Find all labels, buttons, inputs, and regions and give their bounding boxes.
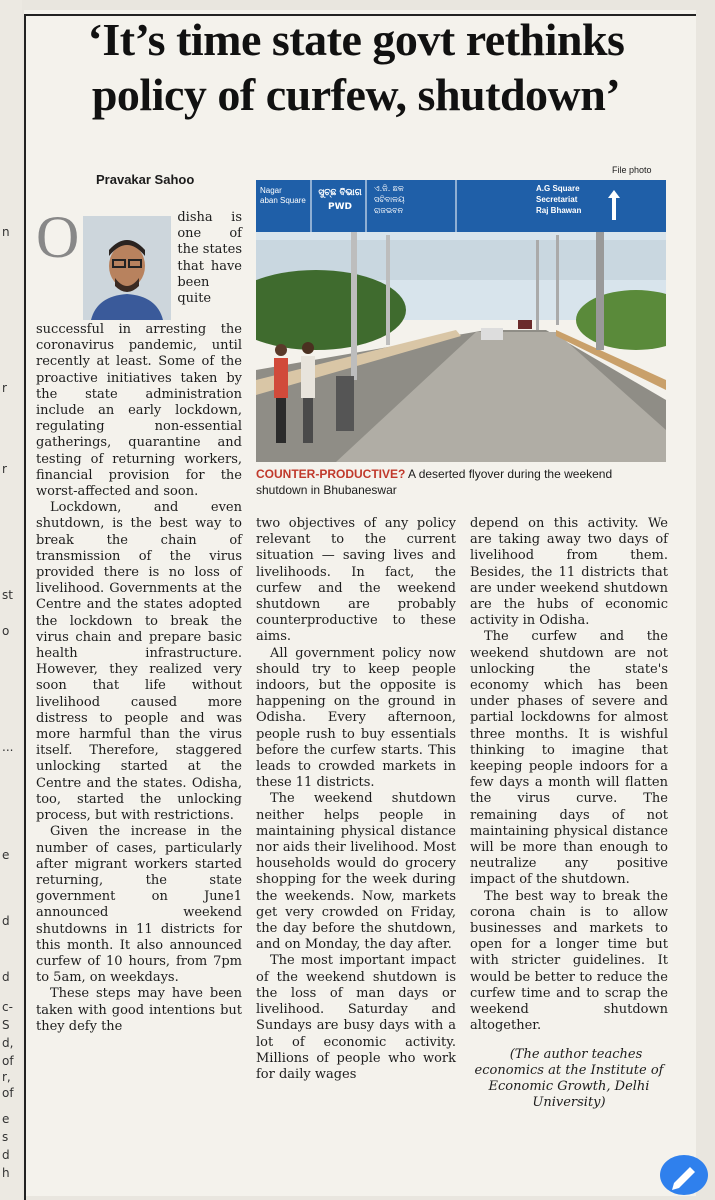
- paragraph: The curfew and the weekend shutdown are not unlocking the state's economy which has been under phases of severe and partial lockdowns for almost three months. It is wishful thinking to imagine that keeping people indoors for a few days a month will flatten the virus curve. The remaining days of not maintaining physical distance will be more than enough to neutralize any positive impact of the shutdown.: [470, 629, 668, 888]
- strip-char: c-: [2, 1000, 13, 1014]
- column-rule: [24, 14, 26, 1200]
- strip-char: r: [2, 381, 7, 395]
- paragraph: The weekend shutdown neither helps people in maintaining physical distance nor aids their livelihood. Most households would do grocery shopping for the week during the weekends. Now, markets get very crowded on Friday, the day before the shutdown, and on Monday, the day after.: [256, 791, 456, 953]
- paragraph: two objectives of any policy relevant to the current situation — saving lives and livelihoods. In fact, the curfew and the weekend shutdown are probably counterproductive to these aims.: [256, 516, 456, 645]
- headline: ‘It’s time state govt rethinks policy of curfew, shutdown’: [87, 14, 625, 120]
- author-note: (The author teaches economics at the Institute of Economic Growth, Delhi University): [474, 1046, 664, 1111]
- edit-pen-icon[interactable]: [660, 1155, 708, 1195]
- strip-char: o: [2, 624, 10, 638]
- sign-line: aban Square: [260, 196, 306, 205]
- photo-credit: File photo: [612, 165, 652, 175]
- paragraph: The most important impact of the weekend shutdown is the loss of man days or livelihood. Saturday and Sundays are busy days with a lot of economic activity. Millions of people who work for daily wages: [256, 953, 456, 1082]
- strip-char: r: [2, 462, 7, 476]
- sign-odia: [374, 183, 405, 216]
- paragraph: depend on this activity. We are taking away two days of livelihood from them. Besides, the 11 districts that are under weekend shutdown are the hubs of economic activity in Odisha.: [470, 516, 668, 629]
- strip-char: of: [2, 1054, 14, 1068]
- sign-line: ସୁଚ୍ଛ ବିଭାଗ: [318, 188, 362, 198]
- byline: Pravakar Sahoo: [96, 172, 195, 187]
- strip-char: h: [2, 1166, 10, 1180]
- paragraph: Given the increase in the number of cases, particularly after migrant workers started returning, the state government on June1 announced weekend shutdowns in 11 districts for this month. It also announced curfew of 10 hours, from 7pm to 5am, on weekdays.: [36, 824, 242, 986]
- column-1: [36, 204, 243, 1035]
- lead-paragraph: [36, 204, 243, 500]
- strip-char: d: [2, 970, 10, 984]
- strip-char: d,: [2, 1036, 14, 1050]
- sign-right: [536, 183, 581, 216]
- strip-char: S: [2, 1018, 10, 1032]
- sign-line: ସଚିବାଳୟ: [374, 195, 405, 204]
- sign-line: ରାଜଭବନ: [374, 206, 404, 215]
- strip-char: s: [2, 1130, 9, 1144]
- paragraph: These steps may have been taken with good intentions but they defy the: [36, 986, 242, 1034]
- caption-label: COUNTER-PRODUCTIVE?: [256, 467, 406, 481]
- paragraph: Lockdown, and even shutdown, is the best way to break the chain of transmission of the virus provided there is no loss of livelihood. Governments at the Centre and the states adopted the lockdown to break the virus chain and prepare basic health infrastructure. However, they realized very soon that life without livelihood caused more distress to people and was more harmful than the virus itself. Therefore, staggered unlocking started at the Centre and the states. Odisha, too, started the unlocking process, but with restrictions.: [36, 500, 242, 824]
- sign-line: Raj Bhawan: [536, 206, 582, 215]
- caption-text: A deserted flyover during the weekend shutdown in Bhubaneswar: [256, 467, 613, 497]
- flyover-illustration: [256, 180, 666, 462]
- sign-line: ଏ.ଜି. ଛକ: [374, 184, 404, 193]
- strip-char: e: [2, 1112, 10, 1126]
- adjacent-column-strip: [0, 0, 22, 1200]
- strip-char: st: [2, 588, 13, 602]
- sign-line: PWD: [328, 202, 352, 212]
- paragraph: All government policy now should try to keep people indoors, but the opposite is happening on the ground in Odisha. Every afternoon, people rush to buy essentials before the curfew starts. This leads to crowded markets in these 11 districts.: [256, 645, 456, 791]
- flyover-photo: [256, 180, 666, 462]
- strip-char: n: [2, 225, 10, 239]
- photo-caption: [256, 466, 666, 498]
- author-photo: [83, 216, 171, 320]
- column-2: [256, 516, 456, 1083]
- lead-text: disha is one of the states that have been quite successful in arresting the coronavirus pandemic, until recently at least. Some of the proactive initiatives taken by the state administration include an early lockdown, regulating non-essential gatherings, quarantine and testing of returning workers, financial provision for the worst-affected and soon.: [36, 210, 243, 500]
- sign-pwd: [316, 186, 364, 214]
- strip-char: r,: [2, 1070, 11, 1084]
- pen-icon: [660, 1155, 708, 1195]
- strip-char: d: [2, 914, 10, 928]
- sign-left: [260, 186, 306, 206]
- column-3: [470, 516, 668, 1111]
- strip-char: d: [2, 1148, 10, 1162]
- author-portrait: [83, 216, 171, 320]
- sign-line: A.G Square: [536, 184, 580, 193]
- sign-line: Secretariat: [536, 195, 578, 204]
- drop-cap: O: [36, 204, 80, 270]
- strip-char: ...: [2, 740, 14, 754]
- strip-char: e: [2, 848, 10, 862]
- strip-char: of: [2, 1086, 14, 1100]
- sign-line: Nagar: [260, 186, 282, 195]
- paragraph: The best way to break the corona chain is to allow businesses and markets to open for a longer time but with stricter guidelines. It would be better to reduce the curfew time and to scrap the weekend shutdown altogether.: [470, 888, 668, 1034]
